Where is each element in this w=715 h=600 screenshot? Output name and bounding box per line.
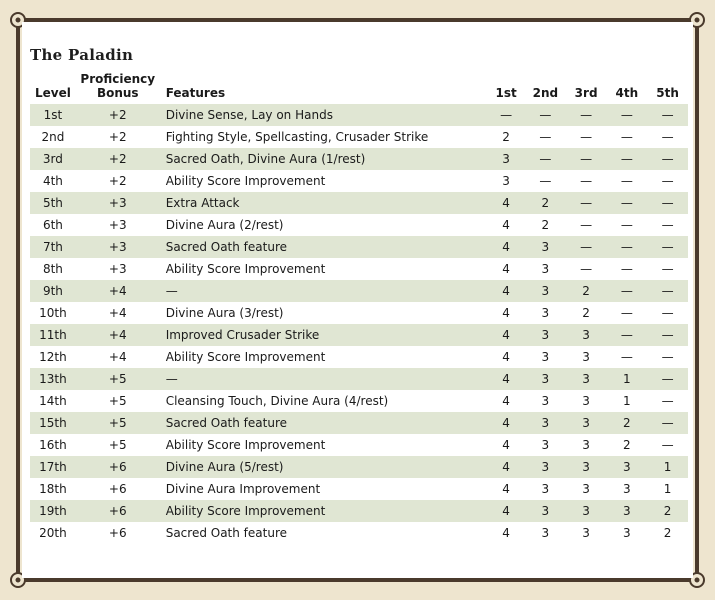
proficiency-bonus-cell: +3 <box>76 236 160 258</box>
table-row <box>30 170 688 192</box>
table-row <box>30 390 688 412</box>
spell-slot-cell: 3 <box>606 456 647 478</box>
table-row <box>30 478 688 500</box>
spell-slot-cell: — <box>647 412 688 434</box>
spell-slot-cell: 4 <box>502 526 510 540</box>
spell-slot-cell: 3 <box>487 148 525 170</box>
proficiency-bonus-cell: +2 <box>108 174 127 188</box>
level-cell: 15th <box>30 412 76 434</box>
features-cell: Ability Score Improvement <box>165 174 326 188</box>
spell-slot-cell: — <box>566 148 607 170</box>
spell-slot-cell: 3 <box>566 456 607 478</box>
spell-slot-cell: — <box>566 192 607 214</box>
spell-slot-cell: 1 <box>647 456 688 478</box>
level-cell: 17th <box>30 456 76 478</box>
features-cell: Sacred Oath feature <box>160 412 488 434</box>
header-proficiency-line2: Bonus <box>96 86 139 100</box>
spell-slot-cell: — <box>606 192 647 214</box>
spell-slot-cell: — <box>606 236 647 258</box>
spell-slot-cell: 3 <box>525 280 566 302</box>
spell-slot-cell: — <box>539 174 552 188</box>
spell-slot-cell: — <box>647 280 688 302</box>
spell-slot-cell: 1 <box>623 394 631 408</box>
proficiency-bonus-cell: +2 <box>108 130 127 144</box>
spell-slot-cell: — <box>661 438 674 452</box>
table-row <box>30 302 688 324</box>
spell-slot-cell: — <box>566 236 607 258</box>
spell-slot-cell: 2 <box>566 280 607 302</box>
level-cell: 6th <box>42 218 63 232</box>
spell-slot-cell: — <box>647 148 688 170</box>
spell-slot-cell: — <box>580 262 593 276</box>
spell-slot-cell: 4 <box>487 368 525 390</box>
proficiency-bonus-cell: +5 <box>108 394 127 408</box>
spell-slot-cell: — <box>606 280 647 302</box>
spell-slot-cell: 1 <box>663 482 672 496</box>
table-row <box>30 324 688 346</box>
spell-slot-cell: 2 <box>502 130 510 144</box>
spell-slot-cell: 3 <box>525 500 566 522</box>
features-cell: Divine Sense, Lay on Hands <box>160 104 488 126</box>
level-cell: 19th <box>30 500 76 522</box>
spell-slot-cell: — <box>580 174 593 188</box>
spell-slot-cell: 4 <box>487 500 525 522</box>
proficiency-bonus-cell: +6 <box>76 500 160 522</box>
table-row <box>30 456 688 478</box>
spell-slot-cell: 2 <box>582 306 590 320</box>
level-cell: 12th <box>39 350 67 364</box>
proficiency-bonus-cell: +4 <box>108 306 127 320</box>
level-cell: 20th <box>39 526 67 540</box>
proficiency-bonus-cell: +5 <box>108 438 127 452</box>
spell-slot-cell: — <box>620 130 633 144</box>
features-cell: Sacred Oath feature <box>160 236 488 258</box>
spell-slot-cell: 4 <box>487 412 525 434</box>
spell-slot-cell: — <box>661 130 674 144</box>
header-slot-5th: 5th <box>656 86 679 100</box>
proficiency-bonus-cell: +3 <box>108 262 127 276</box>
spell-slot-cell: 2 <box>647 500 688 522</box>
proficiency-bonus-cell: +6 <box>108 526 127 540</box>
spell-slot-cell: 4 <box>502 394 510 408</box>
spell-slot-cell: — <box>661 350 674 364</box>
table-row <box>30 280 688 302</box>
spell-slot-cell: — <box>620 174 633 188</box>
spell-slot-cell: 4 <box>502 218 510 232</box>
level-cell: 9th <box>30 280 76 302</box>
table-title: The Paladin <box>30 46 134 64</box>
spell-slot-cell: 3 <box>582 526 590 540</box>
spell-slot-cell: — <box>647 192 688 214</box>
level-cell: 1st <box>30 104 76 126</box>
spell-slot-cell: 4 <box>487 456 525 478</box>
table-row <box>30 412 688 434</box>
spell-slot-cell: 4 <box>487 192 525 214</box>
table-row <box>30 236 688 258</box>
table-row <box>30 192 688 214</box>
proficiency-bonus-cell: +3 <box>76 192 160 214</box>
level-cell: 10th <box>39 306 67 320</box>
spell-slot-cell: — <box>539 130 552 144</box>
spell-slot-cell: 4 <box>502 482 510 496</box>
spell-slot-cell: — <box>661 306 674 320</box>
spell-slot-cell: 3 <box>566 368 607 390</box>
header-level: Level <box>34 86 71 100</box>
spell-slot-cell: — <box>606 104 647 126</box>
spell-slot-cell: 3 <box>541 350 550 364</box>
features-cell: Ability Score Improvement <box>165 262 326 276</box>
features-cell: — <box>160 368 488 390</box>
proficiency-bonus-cell: +6 <box>76 456 160 478</box>
table-row <box>30 126 688 148</box>
proficiency-bonus-cell: +2 <box>76 104 160 126</box>
level-cell: 7th <box>30 236 76 258</box>
level-cell: 18th <box>39 482 67 496</box>
spell-slot-cell: — <box>661 394 674 408</box>
spell-slot-cell: 3 <box>525 236 566 258</box>
level-cell: 13th <box>30 368 76 390</box>
header-proficiency-line1: Proficiency <box>80 72 156 86</box>
features-cell: Improved Crusader Strike <box>160 324 488 346</box>
spell-slot-cell: — <box>620 262 633 276</box>
spell-slot-cell: — <box>620 350 633 364</box>
table-row <box>30 258 688 280</box>
header-row <box>30 72 688 104</box>
spell-slot-cell: 3 <box>541 262 550 276</box>
features-cell: Divine Aura (5/rest) <box>160 456 488 478</box>
spell-slot-cell: — <box>661 174 674 188</box>
proficiency-bonus-cell: +5 <box>76 412 160 434</box>
features-cell: Ability Score Improvement <box>165 350 326 364</box>
spell-slot-cell: — <box>647 104 688 126</box>
spell-slot-cell: — <box>620 218 633 232</box>
spell-slot-cell: 3 <box>582 350 590 364</box>
spell-slot-cell: 1 <box>606 368 647 390</box>
proficiency-bonus-cell: +2 <box>76 148 160 170</box>
spell-slot-cell: 4 <box>487 280 525 302</box>
proficiency-bonus-cell: +3 <box>108 218 127 232</box>
spell-slot-cell: 4 <box>502 262 510 276</box>
spell-slot-cell: — <box>647 368 688 390</box>
features-cell: Cleansing Touch, Divine Aura (4/rest) <box>165 394 389 408</box>
spell-slot-cell: 3 <box>541 526 550 540</box>
table-row <box>30 368 688 390</box>
features-cell: Ability Score Improvement <box>165 438 326 452</box>
spell-slot-cell: 3 <box>606 500 647 522</box>
spell-slot-cell: 3 <box>582 438 590 452</box>
spell-slot-cell: 2 <box>541 218 550 232</box>
spell-slot-cell: — <box>525 148 566 170</box>
features-cell: Divine Aura (3/rest) <box>165 306 284 320</box>
features-cell: Extra Attack <box>160 192 488 214</box>
spell-slot-cell: 2 <box>663 526 672 540</box>
spell-slot-cell: 4 <box>502 306 510 320</box>
spell-slot-cell: 3 <box>541 438 550 452</box>
table-row <box>30 104 688 126</box>
features-cell: Divine Aura Improvement <box>165 482 321 496</box>
spell-slot-cell: 3 <box>525 456 566 478</box>
proficiency-bonus-cell: +5 <box>76 368 160 390</box>
paladin-progression-table <box>30 72 688 544</box>
spell-slot-cell: 2 <box>606 412 647 434</box>
spell-slot-cell: 3 <box>525 412 566 434</box>
spell-slot-cell: 2 <box>623 438 631 452</box>
table-row <box>30 500 688 522</box>
spell-slot-cell: 3 <box>566 500 607 522</box>
table-row <box>30 522 688 544</box>
table-row <box>30 434 688 456</box>
proficiency-bonus-cell: +4 <box>108 350 127 364</box>
header-slot-2nd: 2nd <box>532 86 559 100</box>
spell-slot-cell: 3 <box>582 482 590 496</box>
features-cell: — <box>160 280 488 302</box>
spell-slot-cell: — <box>661 218 674 232</box>
table-row <box>30 346 688 368</box>
spell-slot-cell: 3 <box>525 324 566 346</box>
spell-slot-cell: 3 <box>623 526 631 540</box>
features-cell: Sacred Oath, Divine Aura (1/rest) <box>160 148 488 170</box>
spell-slot-cell: — <box>661 262 674 276</box>
spell-slot-cell: 2 <box>525 192 566 214</box>
proficiency-bonus-cell: +4 <box>76 324 160 346</box>
spell-slot-cell: 3 <box>541 394 550 408</box>
spell-slot-cell: — <box>580 218 593 232</box>
spell-slot-cell: — <box>606 148 647 170</box>
spell-slot-cell: 3 <box>623 482 631 496</box>
spell-slot-cell: 3 <box>525 368 566 390</box>
spell-slot-cell: 4 <box>487 324 525 346</box>
spell-slot-cell: — <box>647 324 688 346</box>
header-features: Features <box>165 86 226 100</box>
spell-slot-cell: 4 <box>487 236 525 258</box>
spell-slot-cell: — <box>647 236 688 258</box>
table-body <box>30 104 688 544</box>
table-row <box>30 148 688 170</box>
spell-slot-cell: — <box>580 130 593 144</box>
features-cell: Ability Score Improvement <box>160 500 488 522</box>
features-cell: Sacred Oath feature <box>165 526 288 540</box>
spell-slot-cell: 3 <box>502 174 510 188</box>
header-slot-1st: 1st <box>495 86 517 100</box>
spell-slot-cell: 3 <box>582 394 590 408</box>
header-slot-3rd: 3rd <box>574 86 598 100</box>
features-cell: Divine Aura (2/rest) <box>165 218 284 232</box>
features-cell: Fighting Style, Spellcasting, Crusader Strike <box>165 130 429 144</box>
spell-slot-cell: 4 <box>502 438 510 452</box>
spell-slot-cell: — <box>525 104 566 126</box>
level-cell: 16th <box>39 438 67 452</box>
level-cell: 5th <box>30 192 76 214</box>
spell-slot-cell: — <box>487 104 525 126</box>
spell-slot-cell: — <box>620 306 633 320</box>
level-cell: 2nd <box>41 130 65 144</box>
spell-slot-cell: — <box>566 104 607 126</box>
level-cell: 11th <box>30 324 76 346</box>
level-cell: 3rd <box>30 148 76 170</box>
header-proficiency-bonus <box>76 72 160 104</box>
table-row <box>30 214 688 236</box>
header-slot-4th: 4th <box>615 86 639 100</box>
proficiency-bonus-cell: +6 <box>108 482 127 496</box>
spell-slot-cell: 3 <box>541 306 550 320</box>
spell-slot-cell: — <box>606 324 647 346</box>
proficiency-bonus-cell: +4 <box>76 280 160 302</box>
level-cell: 4th <box>42 174 63 188</box>
level-cell: 8th <box>42 262 63 276</box>
spell-slot-cell: 4 <box>502 350 510 364</box>
spell-slot-cell: 3 <box>566 324 607 346</box>
level-cell: 14th <box>39 394 67 408</box>
spell-slot-cell: 3 <box>566 412 607 434</box>
spell-slot-cell: 3 <box>541 482 550 496</box>
